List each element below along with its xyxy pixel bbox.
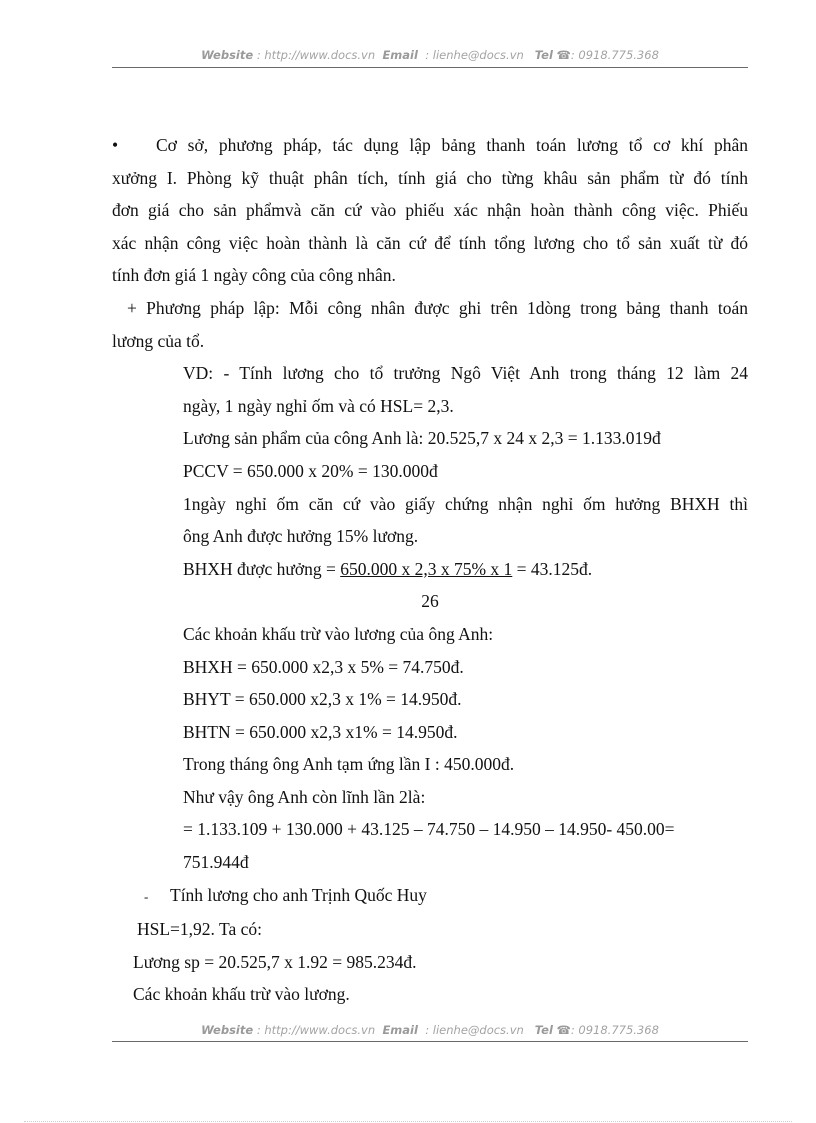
page-footer — [112, 1023, 748, 1037]
bhxh-benefit-suffix: = 43.125đ. — [512, 558, 593, 579]
huy-hsl-line: HSL=1,92. Ta có: — [137, 919, 262, 940]
paragraph-1-line — [112, 129, 748, 162]
tel-value: : 0918.775.368 — [570, 48, 659, 62]
bhxh-benefit-line — [112, 553, 748, 586]
email-label: Email — [382, 1023, 418, 1037]
huy-wage-line: Lương sp = 20.525,7 x 1.92 = 985.234đ. — [133, 951, 417, 972]
paragraph-1-line: xưởng I. Phòng kỹ thuật phân tích, tính giá cho từng khâu sản phẩm từ đó tính — [112, 167, 748, 188]
paragraph-1-line: xác nhận công việc hoàn thành là căn cứ để tính tổng lương cho tổ sản xuất từ đó — [112, 232, 748, 253]
huy-title: Tính lương cho anh Trịnh Quốc Huy — [170, 884, 427, 905]
tel-value: : 0918.775.368 — [570, 1023, 659, 1037]
deductions-title: Các khoản khấu trừ vào lương của ông Anh: — [183, 623, 494, 644]
phone-icon: ☎ — [556, 1023, 571, 1037]
bhxh-benefit-prefix: BHXH được hưởng = — [183, 558, 341, 579]
method-line: + Phương pháp lập: Mỗi công nhân được ghi trên 1dòng trong bảng thanh toán — [127, 297, 748, 318]
page-bottom-dotted-line — [24, 1121, 792, 1122]
total-result-line: 751.944đ — [183, 852, 249, 873]
bullet-icon: • — [112, 135, 119, 155]
page-number: 26 — [421, 591, 439, 612]
paragraph-1-last-line: tính đơn giá 1 ngày công của công nhân. — [112, 265, 396, 286]
phone-icon: ☎ — [556, 48, 571, 62]
footer-rule — [112, 1041, 748, 1042]
huy-title-line — [112, 879, 748, 914]
text-line: Cơ sở, phương pháp, tác dụng lập bảng thanh toán lương tổ cơ khí phân — [156, 135, 748, 155]
remaining-line: Như vậy ông Anh còn lĩnh lần 2là: — [183, 786, 426, 807]
example-line: VD: - Tính lương cho tổ trưởng Ngô Việt Anh trong tháng 12 làm 24 — [183, 363, 748, 384]
bhtn-line: BHTN = 650.000 x2,3 x1% = 14.950đ. — [183, 721, 458, 742]
paragraph-1-line: đơn giá cho sản phẩmvà căn cứ vào phiếu xác nhận hoàn thành công việc. Phiếu — [112, 200, 748, 221]
bhxh-benefit-formula: 650.000 x 2,3 x 75% x 1 — [340, 558, 513, 579]
email-label: Email — [382, 48, 418, 62]
website-label: Website — [201, 1023, 254, 1037]
method-line: lương của tổ. — [112, 330, 205, 351]
huy-deductions-line: Các khoản khấu trừ vào lương. — [133, 984, 350, 1005]
email-value: : lienhe@docs.vn — [425, 1023, 524, 1037]
website-label: Website — [201, 48, 254, 62]
product-wage-line: Lương sản phẩm của công Anh là: 20.525,7 x 24 x 2,3 = 1.133.019đ — [183, 428, 661, 449]
header-rule — [112, 67, 748, 68]
total-formula-line: = 1.133.109 + 130.000 + 43.125 – 74.750 – 14.950 – 14.950- 450.00= — [183, 819, 675, 840]
email-value: : lienhe@docs.vn — [425, 48, 524, 62]
page-header — [112, 48, 748, 62]
bhyt-line: BHYT = 650.000 x2,3 x 1% = 14.950đ. — [183, 689, 462, 710]
sick-leave-line: ông Anh được hưởng 15% lương. — [183, 526, 419, 547]
example-line: ngày, 1 ngày nghỉ ốm và có HSL= 2,3. — [183, 395, 454, 416]
website-url: : http://www.docs.vn — [256, 1023, 376, 1037]
bhxh-line: BHXH = 650.000 x2,3 x 5% = 74.750đ. — [183, 656, 464, 677]
document-body — [112, 129, 748, 1011]
tel-label: Tel — [534, 48, 553, 62]
advance-line: Trong tháng ông Anh tạm ứng lần I : 450.000đ. — [183, 754, 515, 775]
pccv-line: PCCV = 650.000 x 20% = 130.000đ — [183, 460, 438, 481]
website-url: : http://www.docs.vn — [256, 48, 376, 62]
tel-label: Tel — [534, 1023, 553, 1037]
dash-icon: - — [144, 888, 149, 904]
sick-leave-line: 1ngày nghỉ ốm căn cứ vào giấy chứng nhận nghỉ ốm hưởng BHXH thì — [183, 493, 748, 514]
